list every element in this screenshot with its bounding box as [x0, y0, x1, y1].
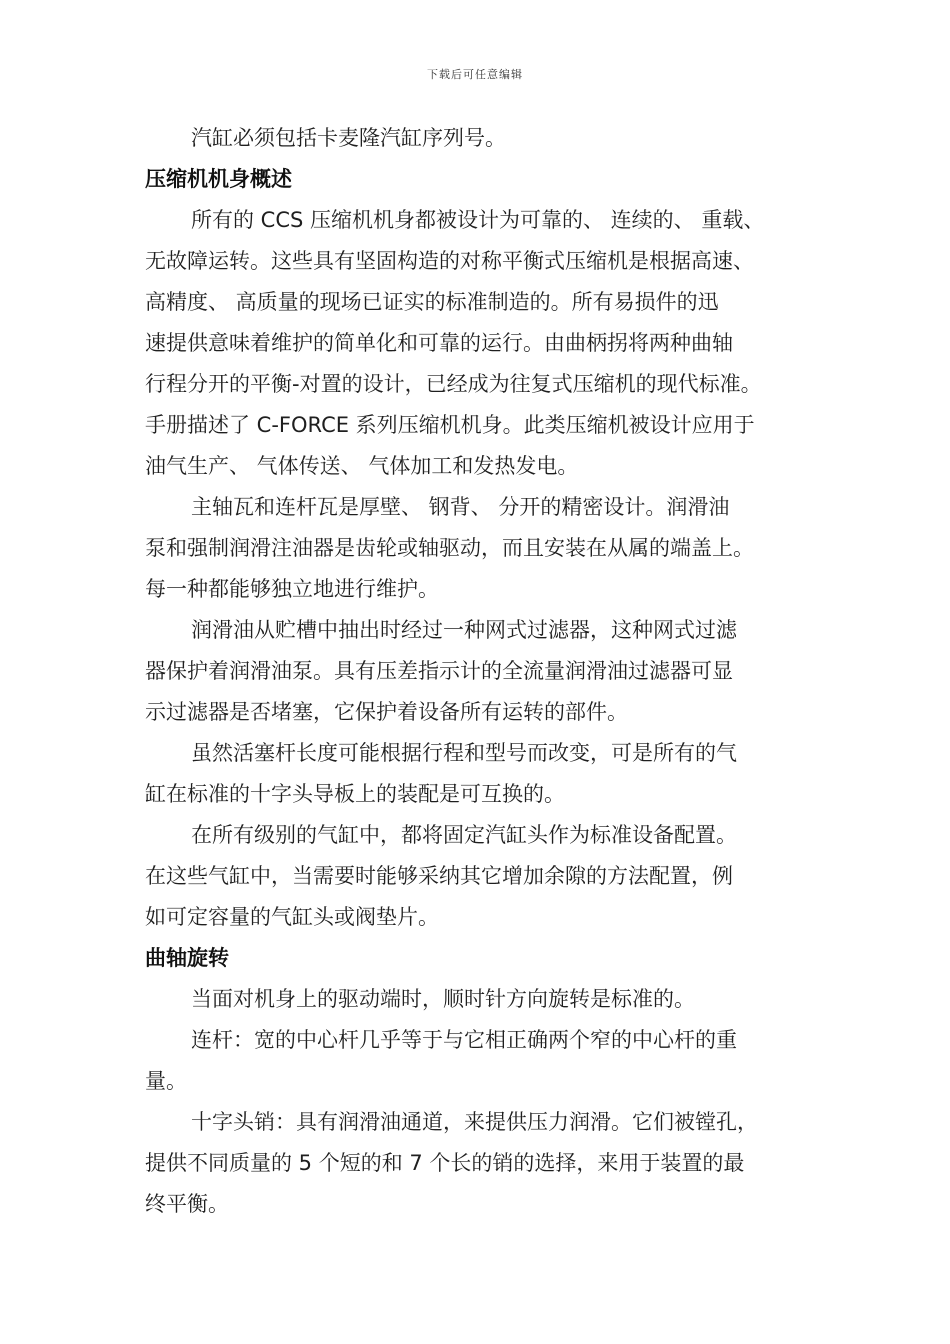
paragraph-line: 虽然活塞杆长度可能根据行程和型号而改变，可是所有的气 — [191, 741, 737, 765]
paragraph-line: 所有的 CCS 压缩机机身都被设计为可靠的、 连续的、 重载、 — [191, 208, 765, 232]
paragraph-line: 缸在标准的十字头导板上的装配是可互换的。 — [145, 782, 565, 806]
paragraph-line: 终平衡。 — [145, 1192, 229, 1216]
paragraph-line: 如可定容量的气缸头或阀垫片。 — [145, 905, 439, 929]
document-body — [145, 118, 815, 1225]
paragraph-line: 速提供意味着维护的简单化和可靠的运行。由曲柄拐将两种曲轴 — [145, 331, 733, 355]
paragraph-line: 无故障运转。这些具有坚固构造的对称平衡式压缩机是根据高速、 — [145, 249, 754, 273]
paragraph-line: 在所有级别的气缸中，都将固定汽缸头作为标准设备配置。 — [191, 823, 737, 847]
paragraph-line: 手册描述了 C-FORCE 系列压缩机机身。此类压缩机被设计应用于 — [145, 413, 755, 437]
paragraph-line: 量。 — [145, 1069, 187, 1093]
paragraph-line: 汽缸必须包括卡麦隆汽缸序列号。 — [191, 126, 506, 150]
paragraph-line: 示过滤器是否堵塞，它保护着设备所有运转的部件。 — [145, 700, 628, 724]
paragraph-line: 润滑油从贮槽中抽出时经过一种网式过滤器，这种网式过滤 — [191, 618, 737, 642]
paragraph-line: 十字头销：具有润滑油通道，来提供压力润滑。它们被镗孔， — [191, 1110, 758, 1134]
paragraph-line: 行程分开的平衡-对置的设计，已经成为往复式压缩机的现代标准。 — [145, 372, 762, 396]
header-note: 下载后可任意编辑 — [427, 68, 523, 81]
paragraph-line: 油气生产、 气体传送、 气体加工和发热发电。 — [145, 454, 579, 478]
paragraph-line: 提供不同质量的 5 个短的和 7 个长的销的选择，来用于装置的最 — [145, 1151, 745, 1175]
paragraph-line: 器保护着润滑油泵。具有压差指示计的全流量润滑油过滤器可显 — [145, 659, 733, 683]
paragraph-line: 主轴瓦和连杆瓦是厚壁、 钢背、 分开的精密设计。润滑油 — [191, 495, 730, 519]
paragraph-line: 连杆：宽的中心杆几乎等于与它相正确两个窄的中心杆的重 — [191, 1028, 737, 1052]
section-heading: 曲轴旋转 — [145, 946, 229, 970]
paragraph-line: 在这些气缸中，当需要时能够采纳其它增加余隙的方法配置，例 — [145, 864, 733, 888]
paragraph-line: 高精度、 高质量的现场已证实的标准制造的。所有易损件的迅 — [145, 290, 719, 314]
paragraph-line: 泵和强制润滑注油器是齿轮或轴驱动，而且安装在从属的端盖上。 — [145, 536, 754, 560]
section-heading: 压缩机机身概述 — [145, 167, 292, 191]
paragraph-line: 当面对机身上的驱动端时，顺时针方向旋转是标准的。 — [191, 987, 695, 1011]
paragraph-line: 每一种都能够独立地进行维护。 — [145, 577, 439, 601]
